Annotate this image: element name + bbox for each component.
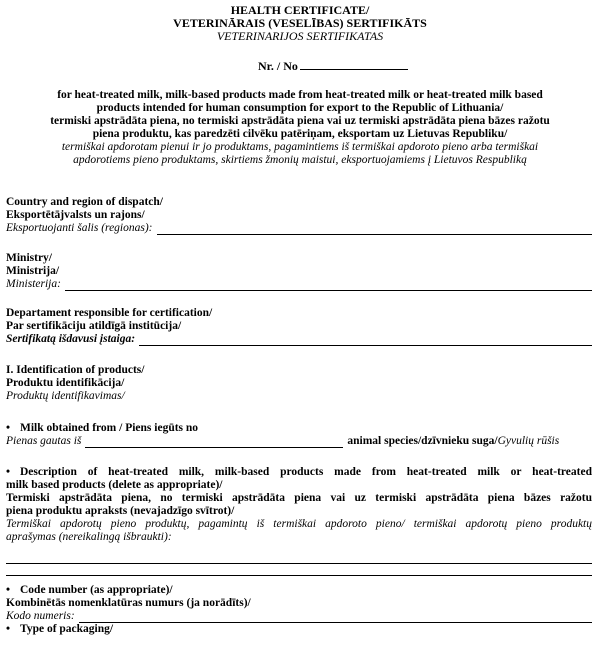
description-field-line-1[interactable] [6, 563, 592, 564]
code-number-label-lt: Kodo numeris: [6, 610, 75, 622]
code-number-label-lv: Kombinētās nomenklatūras numurs (ja norādīts)/ [6, 597, 251, 609]
department-field[interactable] [139, 335, 592, 346]
intro-lt-line-2: apdorotiems pieno produktams, skirtiems žmonių maistui, eksportuojamiems į Lietuvos Respubliką [73, 154, 527, 166]
identification-heading-en: I. Identification of products/ [6, 364, 145, 376]
intro-en-line-2: products intended for human consumption for export to the Republic of Lithuania/ [96, 102, 504, 114]
title-english: HEALTH CERTIFICATE/ [230, 3, 370, 17]
ministry-field[interactable] [65, 280, 592, 291]
description-en-line-1: Description of heat-treated milk, milk-based products made from heat-treated milk or heat-treated [20, 466, 592, 478]
description-lv-line-1: Termiski apstrādāta piena, no termiski apstrādāta piena vai uz termiski apstrādāta piena bāzes ražotu [6, 492, 592, 504]
title-latvian: VETERINĀRAIS (VESELĪBAS) SERTIFIKĀTS [173, 16, 427, 30]
packaging-label-en: Type of packaging/ [20, 623, 114, 635]
description-section [6, 466, 592, 544]
certificate-number-label: Nr. / No [258, 59, 298, 73]
intro-lt-line-1: termiškai apdorotam pienui ir jo produktams, pagamintiems iš termiškai apdoroto pieno arba termiškai [61, 141, 539, 153]
identification-section [6, 364, 592, 403]
country-label-lv: Eksportētājvalsts un rajons/ [6, 209, 145, 221]
intro-en-line-1: for heat-treated milk, milk-based products made from heat-treated milk or heat-treated milk based [57, 89, 543, 101]
description-field-line-2[interactable] [6, 575, 592, 576]
description-lv-line-2: piena produktu apraksts (nevajadzīgo svītrot)/ [6, 505, 235, 517]
description-lt-line-2: aprašymas (nereikalingą išbraukti): [6, 531, 172, 543]
intro-lv-line-2: piena produktu, kas paredzēti cilvēku patēriņam, eksportam uz Lietuvas Republiku/ [92, 128, 508, 140]
intro-lv-line-1: termiski apstrādāta piena, no termiski apstrādāta piena vai uz termiski apstrādāta piena bāzes ražotu [50, 115, 550, 127]
bullet-icon: • [6, 466, 11, 478]
department-label-lt: Sertifikatą išdavusi įstaiga: [6, 333, 136, 345]
department-section [6, 307, 592, 346]
milk-source-label-lt: Pienas gautas iš [6, 435, 82, 447]
bullet-icon: • [6, 584, 11, 596]
ministry-label-lt: Ministerija: [6, 278, 61, 290]
title-lithuanian: VETERINARIJOS SERTIFIKATAS [216, 29, 384, 43]
milk-source-section [6, 422, 592, 448]
country-section [6, 196, 592, 235]
bullet-icon: • [6, 623, 11, 635]
description-en-line-2: milk based products (delete as appropriate)/ [6, 479, 223, 491]
milk-source-field[interactable] [85, 437, 343, 448]
ministry-section [6, 252, 592, 291]
country-label-lt: Eksportuojanti šalis (regionas): [6, 222, 153, 234]
milk-source-heading: Milk obtained from / Piens iegūts no [20, 422, 199, 434]
code-number-label-en: Code number (as appropriate)/ [20, 584, 173, 596]
identification-heading-lt: Produktų identifikavimas/ [6, 390, 125, 402]
identification-heading-lv: Produktu identifikācija/ [6, 377, 125, 389]
animal-species-label-lt: Gyvulių rūšis [497, 435, 560, 447]
code-number-field[interactable] [79, 612, 592, 623]
country-label-en: Country and region of dispatch/ [6, 196, 163, 208]
ministry-label-en: Ministry/ [6, 252, 52, 264]
ministry-label-lv: Ministrija/ [6, 265, 60, 277]
bullet-icon: • [6, 422, 11, 434]
department-label-lv: Par sertifikāciju atildīgā institūcija/ [6, 320, 182, 332]
certificate-number-field[interactable] [300, 68, 408, 70]
description-lt-line-1: Termiškai apdorotų pieno produktų, pagamintų iš termiškai apdoroto pieno/ termiškai apdorotų pieno produktų [6, 518, 592, 530]
country-field[interactable] [157, 224, 592, 235]
code-number-section [6, 584, 592, 636]
department-label-en: Departament responsible for certification/ [6, 307, 213, 319]
animal-species-label: animal species/dzīvnieku suga/ [347, 435, 498, 447]
intro-paragraph [0, 89, 600, 167]
certificate-number [258, 59, 408, 74]
